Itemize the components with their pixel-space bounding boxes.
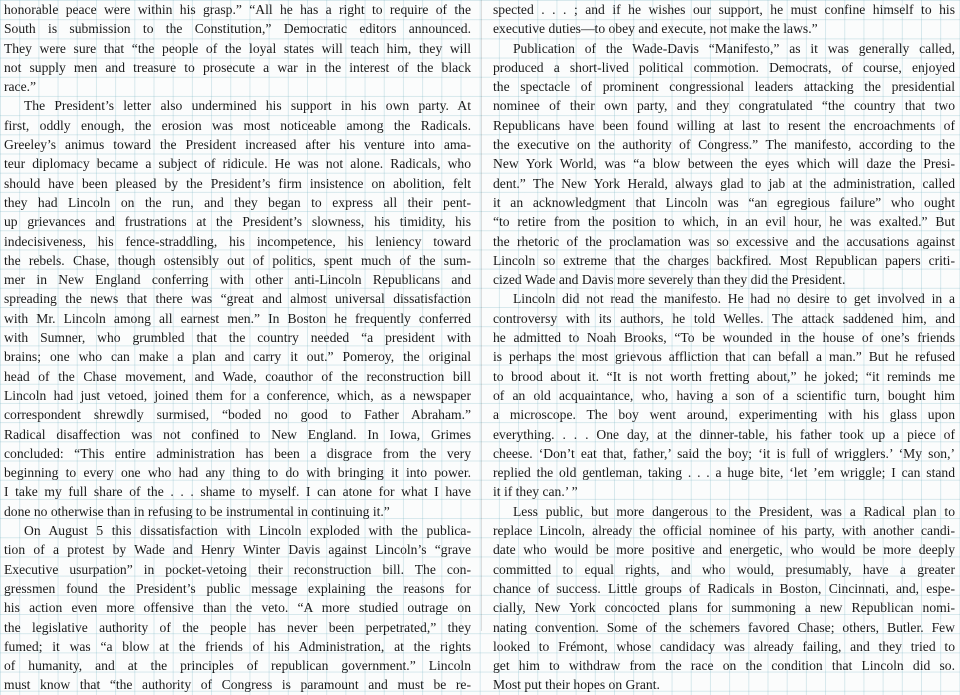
right-text-line: the spectacle of prominent congressional leaders attacking the presidential [493,79,955,95]
right-text-line: Republicans have been found willing at last to resent the encroachments of [493,117,955,133]
right-text-line: a microscope. The boy went around, experimenting with his glass upon [493,407,955,423]
left-text-line: with Sumner, who grumbled that the country needed “a president with [4,330,471,346]
right-text-line: is perhaps the most grievous affliction that can befall a man.” But he refused [493,349,955,365]
right-text-line: controversy with its authors, he told Welles. The attack saddened him, and [493,310,955,326]
left-page-text [4,0,471,693]
right-text-line: replace Lincoln, already the official nominee of his party, with another candi- [493,523,955,539]
right-text-line: to brood about it. “It is not worth fretting about,” he joked; “it reminds me [493,368,955,384]
right-text-line: Publication of the Wade-Davis “Manifesto,” as it was generally called, [513,40,955,56]
left-text-line: first, oddly enough, the erosion was most noticeable among the Radicals. [4,117,471,133]
left-text-line: On August 5 this dissatisfaction with Lincoln exploded with the publica- [24,523,471,539]
right-text-line: Most put their hopes on Grant. [493,677,660,693]
right-text-line: nating convention. Some of the schemers favored Chase; others, Butler. Few [493,619,955,635]
right-text-line: the executive on the authority of Congress.” The manifesto, according to the [493,137,955,153]
page-gutter [481,0,482,631]
left-text-line: his action even more offensive than the veto. “A more studied outrage on [4,600,471,616]
left-text-line: mer in New England conferring with other anti-Lincoln Republicans and [4,272,471,288]
left-text-line: of humanity, and at the principles of republican government.” Lincoln [4,658,471,674]
left-text-line: fumed; it was “a blow at the friends of his Administration, at the rights [4,638,471,654]
left-text-line: they had Lincoln on the run, and they began to express all their pent- [4,194,471,210]
left-text-line: up grievances and frustrations at the President’s slowness, his timidity, his [4,214,471,230]
left-text-line: not supply men and treasure to prosecute a war in the interest of the black [4,59,471,75]
right-text-line: everything. . . . One day, at the dinner-table, his father took up a piece of [493,426,955,442]
left-text-line: Radical disaffection was not confined to New England. In Iowa, Grimes [4,426,471,442]
left-text-line: They were sure that “the people of the loyal states will teach him, they will [4,40,471,56]
left-text-line: beginning to every one who had any thing to do with bringing it into power. [4,465,471,481]
right-text-line: Lincoln did not read the manifesto. He had no desire to get involved in a [513,291,955,307]
left-text-line: should have been pleased by the President’s firm insistence on abolition, felt [4,175,471,191]
right-text-line: of an old acquaintance, who, having a son of a scientific turn, bought him [493,387,955,403]
right-text-line: cheese. ‘Don’t eat that, father,’ said the boy; ‘it is full of wrigglers.’ ‘My son,’ [493,445,955,461]
right-text-line: executive duties—to obey and execute, not make the laws.” [493,21,818,37]
left-text-line: gressmen found the President’s public message explaining the reasons for [4,580,471,596]
left-text-line: the legislative authority of the people has never been perpetrated,” they [4,619,471,635]
right-text-line: get him to withdraw from the race on the condition that Lincoln did so. [493,658,955,674]
right-text-line: Less public, but more dangerous to the President, was a Radical plan to [513,503,955,519]
left-text-line: correspondent shrewdly surmised, “boded no good to Father Abraham.” [4,407,471,423]
left-text-line: indecisiveness, his fence-straddling, his incompetence, his leniency toward [4,233,471,249]
right-text-line: committed to equal rights, and who would, presumably, have a greater [493,561,955,577]
left-text-line: tion of a protest by Wade and Henry Winter Davis against Lincoln’s “grave [4,542,471,558]
right-text-line: “to retire from the position to which, in an evil hour, he was exalted.” But [493,214,955,230]
left-text-line: The President’s letter also undermined his support in his own party. At [24,98,471,114]
right-text-line: produced a short-lived political commotion. Democrats, of course, enjoyed [493,59,955,75]
left-text-line: race.” [4,79,37,95]
right-text-line: looked to Frémont, whose candidacy was already failing, and they tried to [493,638,955,654]
left-text-line: brains; one who can make a plan and carry it out.” Pomeroy, the original [4,349,471,365]
right-page-text [493,0,955,693]
right-text-line: nominee of their own party, and they congratulated “the country that two [493,98,955,114]
right-text-line: chance of success. Little groups of Radicals in Boston, Cincinnati, and, espe- [493,580,955,596]
right-text-line: it if they can.’ ” [493,484,578,500]
right-text-line: Lincoln so extreme that the charges backfired. Most Republican papers criti- [493,252,955,268]
right-text-line: New York World, was “a blow between the eyes which will daze the Presi- [493,156,955,172]
left-text-line: South is submission to the Constitution,” Democratic editors announced. [4,21,471,37]
left-text-line: teur diplomacy became a subject of ridicule. He was not alone. Radicals, who [4,156,471,172]
left-text-line: head of the Chase movement, and Wade, coauthor of the reconstruction bill [4,368,471,384]
left-text-line: concluded: “This entire administration has been a disgrace from the very [4,445,471,461]
left-text-line: spreading the news that there was “great and almost universal dissatisfaction [4,291,471,307]
left-text-line: Lincoln had just vetoed, joined them for a conference, which, as a newspaper [4,387,471,403]
left-text-line: done no otherwise than in refusing to be instrumental in continuing it.” [4,503,390,519]
left-text-line: Greeley’s animus toward the President increased after his venture into ama- [4,137,471,153]
left-text-line: the rebels. Chase, though ostensibly out of politics, spent much of the sum- [4,252,471,268]
left-text-line: honorable peace were within his grasp.” “All he has a right to require of the [4,2,471,17]
right-text-line: it an acknowledgment that Lincoln was “an egregious failure” who ought [493,194,955,210]
left-text-line: with Mr. Lincoln among all earnest men.” In Boston he frequently conferred [4,310,471,326]
left-text-line: must know that “the authority of Congress is paramount and must be re- [4,677,471,693]
right-text-line: he admitted to Noah Brooks, “To be wounded in the house of one’s friends [493,330,955,346]
right-text-line: replied the old gentleman, taking . . . a huge bite, ‘let ’em wriggle; I can stand [493,465,955,481]
right-text-line: the rhetoric of the proclamation was so excessive and the accusations against [493,233,955,249]
right-text-line: dent.” The New York Herald, always glad to jab at the administration, called [493,175,955,191]
right-text-line: spected . . . ; and if he wishes our support, he must confine himself to his [493,2,955,17]
right-text-line: date who would be more positive and energetic, who would be more deeply [493,542,955,558]
right-text-line: cized Wade and Davis more severely than they did the President. [493,272,846,288]
left-text-line: Executive usurpation” in pocket-vetoing their reconstruction bill. The con- [4,561,471,577]
right-text-line: cially, New York concocted plans for summoning a new Republican nomi- [493,600,955,616]
left-text-line: I take my full share of the . . . shame to myself. I can atone for what I have [4,484,471,500]
